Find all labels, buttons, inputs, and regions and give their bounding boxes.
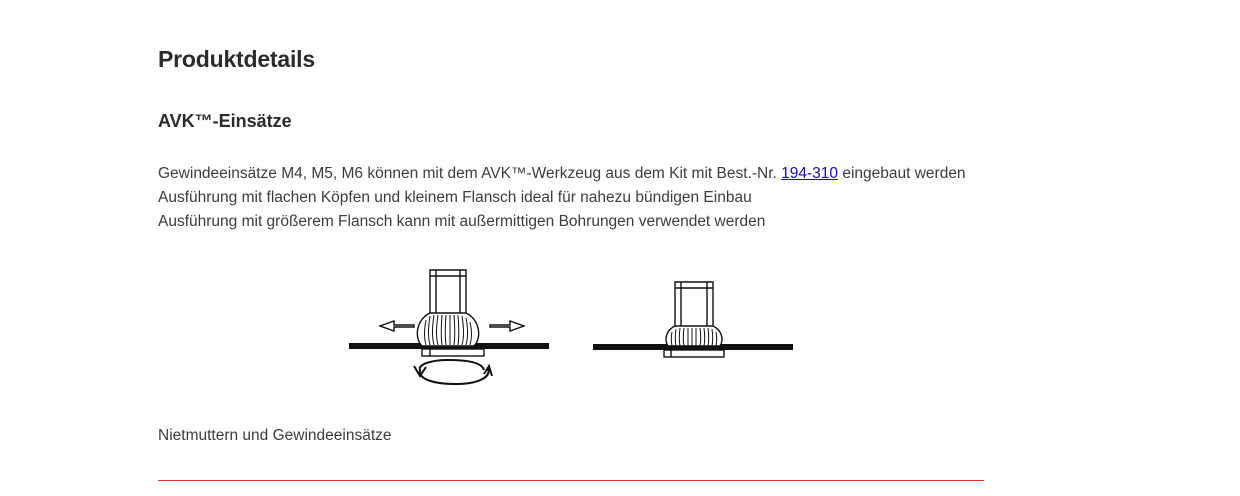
description-line-1: Gewindeeinsätze M4, M5, M6 können mit dem AVK™-Werkzeug aus dem Kit mit Best.-Nr. 194-310 eingebaut werden	[158, 165, 966, 182]
section-subtitle: AVK™-Einsätze	[158, 111, 292, 131]
rivet-nut-installation-diagram	[344, 258, 804, 393]
caption: Nietmuttern und Gewindeeinsätze	[158, 427, 392, 444]
divider-rule	[158, 480, 984, 481]
description	[158, 162, 966, 234]
description-line-2: Ausführung mit flachen Köpfen und kleinem Flansch ideal für nahezu bündigen Einbau	[158, 189, 752, 206]
order-number-link[interactable]: 194-310	[781, 165, 839, 182]
page-title: Produktdetails	[158, 46, 315, 72]
description-line-3: Ausführung mit größerem Flansch kann mit außermittigen Bohrungen verwendet werden	[158, 213, 766, 230]
